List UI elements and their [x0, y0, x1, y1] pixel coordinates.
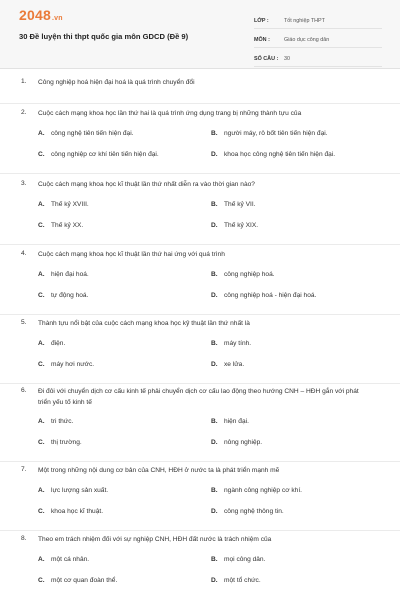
- option-b[interactable]: B. Thế kỷ VII.: [211, 201, 256, 208]
- exam-meta: [254, 13, 382, 70]
- option-d[interactable]: D. công nghiệp hoá - hiện đại hoá.: [211, 292, 317, 299]
- meta-label: SỐ CÂU :: [254, 55, 279, 62]
- meta-label: LỚP :: [254, 17, 269, 24]
- question-text: Một trong những nội dung cơ bản của CNH, HĐH ở nước ta là phát triển mạnh mẽ: [38, 467, 280, 474]
- option-b[interactable]: B. hiện đại.: [211, 418, 249, 425]
- exam-title: 30 Đề luyện thi thpt quốc gia môn GDCD (Đề 9): [19, 32, 189, 41]
- option-c[interactable]: C. máy hơi nước.: [38, 361, 95, 368]
- meta-row-count: [254, 51, 382, 67]
- logo-main: 2048: [19, 7, 51, 23]
- question-7: [0, 466, 400, 531]
- meta-value: 30: [284, 55, 290, 62]
- option-d[interactable]: D. xe lửa.: [211, 361, 245, 368]
- question-text: Cuộc cách mạng khoa học kĩ thuật lần thứ nhất diễn ra vào thời gian nào?: [38, 181, 255, 188]
- option-c[interactable]: C. thị trường.: [38, 439, 82, 446]
- question-number: 7.: [21, 466, 27, 473]
- option-a[interactable]: A. Thế kỷ XVIII.: [38, 201, 89, 208]
- question-text: Cuộc cách mạng khoa học kĩ thuật lần thứ hai ứng với quá trình: [38, 251, 225, 258]
- question-8: [0, 535, 400, 599]
- question-text: Công nghiệp hoá hiện đại hoá là quá trình chuyển đổi: [38, 79, 195, 86]
- meta-row-subject: [254, 32, 382, 48]
- option-a[interactable]: A. hiện đại hoá.: [38, 271, 89, 278]
- question-number: 4.: [21, 250, 27, 257]
- option-c[interactable]: C. khoa học kĩ thuật.: [38, 508, 104, 515]
- question-text: Đi đôi với chuyển dịch cơ cấu kinh tế phải chuyển dịch cơ cấu lao động theo hướng CNH – HĐH gắn với phát triển yếu tố kinh tế: [38, 388, 359, 406]
- option-b[interactable]: B. người máy, rô bốt tiên tiến hiện đại.: [211, 130, 328, 137]
- option-c[interactable]: C. công nghiệp cơ khí tiên tiến hiện đại.: [38, 151, 159, 158]
- logo-suffix: .vn: [51, 15, 63, 22]
- option-a[interactable]: A. công nghệ tiên tiến hiện đại.: [38, 130, 134, 137]
- question-3: [0, 180, 400, 245]
- meta-row-class: [254, 13, 382, 29]
- question-4: [0, 250, 400, 315]
- option-a[interactable]: A. lực lượng sản xuất.: [38, 487, 109, 494]
- option-d[interactable]: D. khoa học công nghệ tiên tiến hiện đại.: [211, 151, 336, 158]
- meta-value: Giáo dục công dân: [284, 36, 330, 43]
- site-logo[interactable]: [19, 7, 63, 23]
- question-text: Theo em trách nhiệm đối với sự nghiệp CNH, HĐH đất nước là trách nhiệm của: [38, 536, 272, 543]
- option-c[interactable]: C. Thế kỷ XX.: [38, 222, 84, 229]
- option-c[interactable]: C. một cơ quan đoàn thể.: [38, 577, 118, 584]
- meta-label: MÔN :: [254, 36, 270, 43]
- option-c[interactable]: C. tự động hoá.: [38, 292, 89, 299]
- meta-value: Tốt nghiệp THPT: [284, 17, 325, 24]
- option-d[interactable]: D. Thế kỷ XIX.: [211, 222, 259, 229]
- option-d[interactable]: D. một tổ chức.: [211, 577, 261, 584]
- question-6: [0, 387, 400, 462]
- option-a[interactable]: A. tri thức.: [38, 418, 74, 425]
- question-number: 2.: [21, 109, 27, 116]
- question-5: [0, 319, 400, 384]
- option-d[interactable]: D. công nghệ thông tin.: [211, 508, 284, 515]
- option-a[interactable]: A. điện.: [38, 340, 66, 347]
- question-text: Thành tựu nổi bật của cuộc cách mạng khoa học kỹ thuật lần thứ nhất là: [38, 320, 250, 327]
- option-b[interactable]: B. ngành công nghiệp cơ khí.: [211, 487, 303, 494]
- question-number: 1.: [21, 78, 27, 85]
- question-number: 3.: [21, 180, 27, 187]
- option-b[interactable]: B. máy tính.: [211, 340, 252, 347]
- question-text: Cuộc cách mạng khoa học lần thứ hai là quá trình ứng dụng trang bị những thành tựu của: [38, 110, 302, 117]
- option-b[interactable]: B. mọi công dân.: [211, 556, 266, 563]
- option-a[interactable]: A. một cá nhân.: [38, 556, 90, 563]
- question-2: [0, 109, 400, 174]
- option-b[interactable]: B. công nghiệp hoá.: [211, 271, 275, 278]
- option-d[interactable]: D. nông nghiệp.: [211, 439, 263, 446]
- question-number: 5.: [21, 319, 27, 326]
- question-number: 6.: [21, 387, 27, 394]
- question-1: [0, 78, 400, 104]
- exam-header: [0, 0, 400, 69]
- question-number: 8.: [21, 535, 27, 542]
